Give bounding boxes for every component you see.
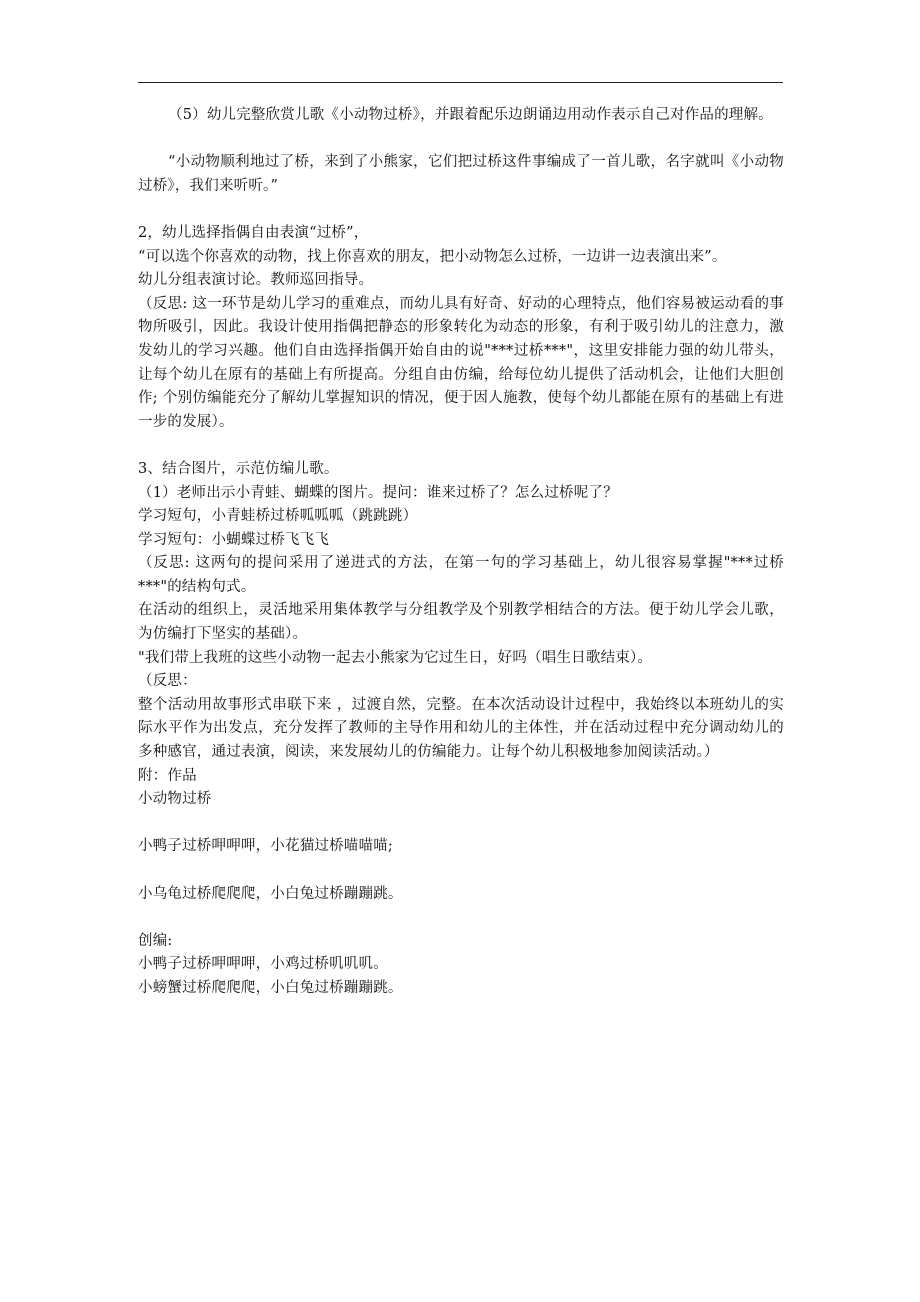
section-3-reflection2: 整个活动用故事形式串联下来 ，过渡自然，完整。在本次活动设计过程中，我始终以本班幼儿的实际水平作为出发点，充分发挥了教师的主导作用和幼儿的主体性，并在活动过程中充分调动幼儿的多种感官，通过表演，阅读，来发展幼儿的仿编能力。让每个幼儿积极地参加阅读活动。）	[138, 696, 784, 761]
document-body	[138, 104, 784, 1001]
section-3-reflection2-head: （反思：	[138, 673, 197, 690]
section-2-quote: “可以选个你喜欢的动物，找上你喜欢的朋友，把小动物怎么过桥，一边讲一边表演出来”。	[138, 248, 727, 265]
paragraph-step5: （5）幼儿完整欣赏儿歌《小动物过桥》，并跟着配乐边朗诵边用动作表示自己对作品的理解。	[168, 107, 773, 123]
poem-line-2: 小乌龟过桥爬爬爬，小白兔过桥蹦蹦跳。	[138, 885, 403, 902]
section-2-title: 2，幼儿选择指偶自由表演“过桥”，	[138, 224, 369, 241]
poem-line-1: 小鸭子过桥呷呷呷，小花猫过桥喵喵喵;	[138, 838, 393, 855]
section-2-reflection: （反思: 这一环节是幼儿学习的重难点，而幼儿具有好奇、好动的心理特点，他们容易被运动看的事物所吸引，因此。我设计使用指偶把静态的形象转化为动态的形象，有利于吸引幼儿的注意力，激发幼儿的学习兴趣。他们自由选择指偶开始自由的说"***过桥***"，这里安排能力强的幼儿带头，让每个幼儿在原有的基础上有所提高。分组自由仿编，给每位幼儿提供了活动机会，让他们大胆创作; 个别仿编能充分了解幼儿掌握知识的情况，便于因人施教，使每个幼儿都能在原有的基础上有进一步的发展）。	[138, 295, 784, 430]
section-3-item1: （1）老师出示小青蛙、蝴蝶的图片。提问：谁来过桥了？怎么过桥呢了？	[138, 484, 618, 501]
section-2-group: 幼儿分组表演讨论。教师巡回指导。	[138, 272, 374, 289]
poem-title: 小动物过桥	[138, 791, 212, 808]
creation-label: 创编:	[138, 932, 173, 949]
appendix-label: 附：作品	[138, 767, 197, 784]
creation-line-1: 小鸭子过桥呷呷呷，小鸡过桥叽叽叽。	[138, 956, 388, 973]
paragraph-quote1: “小动物顺利地过了桥，来到了小熊家，它们把过桥这件事编成了一首儿歌，名字就叫《小动物过桥》，我们来听听。”	[138, 154, 784, 194]
section-3-title: 3、结合图片，示范仿编儿歌。	[138, 460, 339, 477]
section-3-short1: 学习短句，小青蛙桥过桥呱呱呱（跳跳跳）	[138, 508, 418, 525]
section-3-organization: 在活动的组织上，灵活地采用集体教学与分组教学及个别教学相结合的方法。便于幼儿学会儿歌，为仿编打下坚实的基础）。	[138, 602, 784, 643]
creation-line-2: 小螃蟹过桥爬爬爬，小白兔过桥蹦蹦跳。	[138, 979, 403, 996]
header-rule	[138, 82, 783, 83]
section-3-reflection: （反思: 这两句的提问采用了递进式的方法，在第一句的学习基础上，幼儿很容易掌握"***过桥***"的结构句式。	[138, 555, 784, 595]
section-3-short2: 学习短句：小蝴蝶过桥飞飞飞	[138, 531, 330, 548]
section-3-birthday: "我们带上我班的这些小动物一起去小熊家为它过生日，好吗（唱生日歌结束）。	[138, 649, 653, 666]
